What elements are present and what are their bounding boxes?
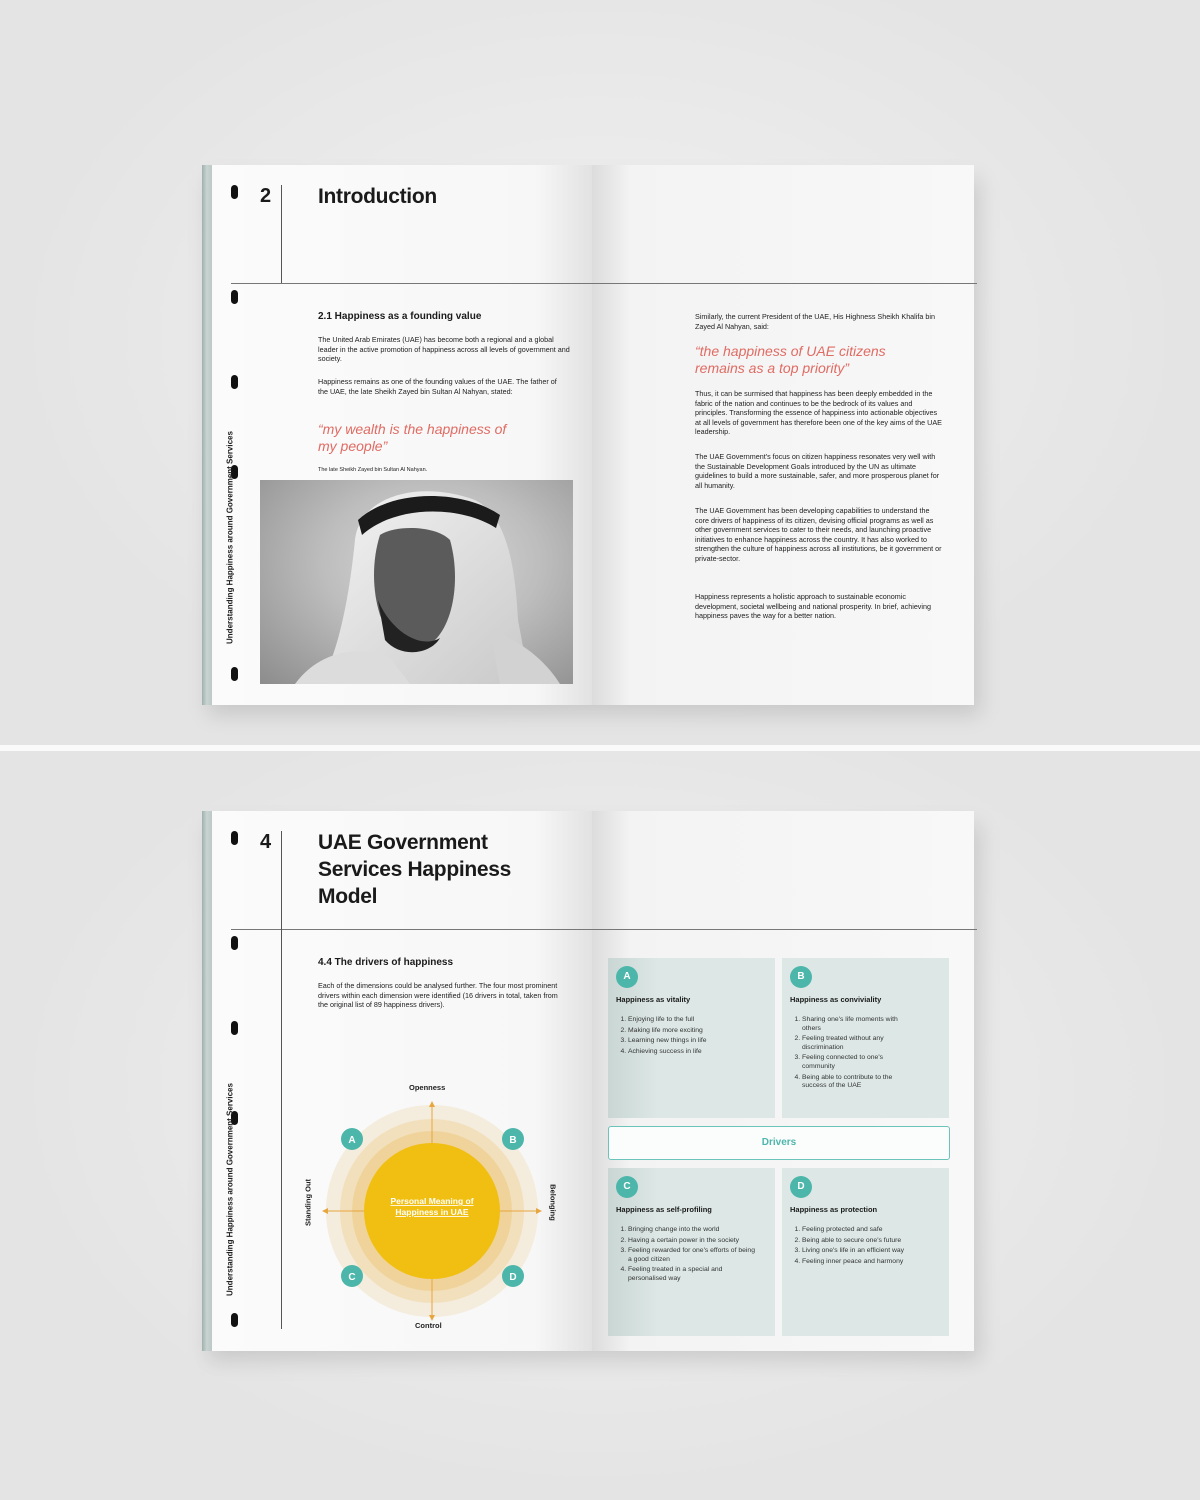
chapter-rule [281, 185, 282, 283]
center-label-line1: Personal Meaning of [390, 1196, 474, 1206]
body-paragraph: Happiness remains as one of the founding values of the UAE. The father of the UAE, the late Sheikh Zayed bin Sultan Al Nahyan, stated: [318, 377, 557, 396]
list-item: 1. Bringing change into the world [628, 1226, 758, 1235]
card-list [790, 1226, 952, 1268]
brochure-spread-introduction [202, 165, 974, 705]
list-item: 3. Feeling rewarded for one's efforts of being a good citizen [628, 1247, 758, 1264]
list-item: 3. Feeling connected to one's community [802, 1054, 917, 1071]
binding-hole [231, 667, 238, 681]
list-item: 4. Being able to contribute to the success of the UAE [802, 1074, 917, 1091]
list-item: 2. Making life more exciting [628, 1027, 707, 1036]
chapter-title: UAE Government Services Happiness Model [318, 831, 512, 908]
binding-hole [231, 290, 238, 304]
badge-label: A [348, 1135, 356, 1146]
center-label-line2: Happiness in UAE [395, 1207, 469, 1217]
binding-hole [231, 185, 238, 199]
body-paragraph-right: The UAE Government has been developing capabilities to understand the core drivers of happiness of its citizen, devising official programs as well as other government services to cater to their needs, and launching proactive initiatives to enhance happiness across the country. It has also worked to strengthen the culture of happiness across all institutions, be it government or private-sector. [695, 506, 942, 563]
axis-label-right: Belonging [548, 1184, 558, 1221]
section-title: 4.4 The drivers of happiness [318, 957, 454, 968]
binding-hole [231, 375, 238, 389]
card-title: Happiness as conviviality [790, 995, 882, 1004]
list-item: 1. Feeling protected and safe [802, 1226, 952, 1235]
driver-card-a [608, 958, 775, 1118]
body-paragraph-right: Thus, it can be surmised that happiness has been deeply embedded in the fabric of the nation and continues to be the bedrock of its values and principles. Transforming the essence of happiness into actionable objectives at all levels of government has therefore been one of the key aims of the UAE leadership. [695, 389, 942, 437]
body-paragraph: Each of the dimensions could be analysed further. The four most prominent drivers within each dimension were identified (16 drivers in total, taken from the original list of 89 happiness drivers). [318, 981, 558, 1010]
driver-card-c [608, 1168, 775, 1336]
badge-d: D [790, 1176, 812, 1198]
list-item: 4. Achieving success in life [628, 1048, 707, 1057]
photo-caption: The late Sheikh Zayed bin Sultan Al Nahyan. [318, 467, 428, 473]
driver-card-b [782, 958, 949, 1118]
chapter-number: 4 [260, 831, 272, 853]
card-list [616, 1016, 707, 1058]
axis-label-left: Standing Out [303, 1178, 313, 1227]
card-title: Happiness as self-profiling [616, 1205, 712, 1214]
badge-c: C [616, 1176, 638, 1198]
spine-label: Understanding Happiness around Government Services [225, 431, 235, 644]
header-rule [231, 283, 977, 284]
body-paragraph-right: Happiness represents a holistic approach to sustainable economic development, societal wellbeing and national prosperity. In brief, achieving happiness paves the way for a better nation. [695, 592, 931, 621]
list-item: 1. Enjoying life to the full [628, 1016, 707, 1025]
quote-zayed: “my wealth is the happiness of my people” [318, 421, 507, 454]
list-item: 1. Sharing one's life moments with others [802, 1016, 917, 1033]
badge-label: C [348, 1272, 356, 1283]
body-paragraph-right: The UAE Government's focus on citizen happiness resonates very well with the Sustainable Development Goals introduced by the UN as ultimate guidelines to build a more sustainable, safer, and more prosperous planet for all humanity. [695, 452, 940, 490]
card-list [790, 1016, 917, 1093]
card-title: Happiness as vitality [616, 995, 691, 1004]
portrait-photo [260, 480, 573, 684]
badge-label: D [509, 1272, 517, 1283]
header-rule [231, 929, 977, 930]
list-item: 2. Feeling treated without any discrimination [802, 1035, 917, 1052]
chapter-title: Introduction [318, 185, 437, 208]
list-item: 4. Feeling inner peace and harmony [802, 1258, 952, 1267]
list-item: 2. Being able to secure one's future [802, 1237, 952, 1246]
happiness-model-diagram [297, 1091, 567, 1341]
badge-b: B [790, 966, 812, 988]
axis-label-top: Openness [409, 1083, 446, 1092]
brochure-spread-happiness-model [202, 811, 974, 1351]
card-title: Happiness as protection [790, 1205, 878, 1214]
list-item: 3. Living one's life in an efficient way [802, 1247, 952, 1256]
spine-label: Understanding Happiness around Government Services [225, 1083, 235, 1296]
chapter-rule [281, 831, 282, 929]
list-item: 2. Having a certain power in the society [628, 1237, 758, 1246]
binding-hole [231, 1021, 238, 1035]
chapter-number: 2 [260, 185, 272, 207]
quote-khalifa: “the happiness of UAE citizens remains as a top priority” [695, 343, 886, 376]
driver-card-d [782, 1168, 949, 1336]
list-item: 4. Feeling treated in a special and personalised way [628, 1266, 758, 1283]
body-paragraph-right: Similarly, the current President of the UAE, His Highness Sheikh Khalifa bin Zayed Al Nahyan, said: [695, 312, 935, 331]
binding-hole [231, 936, 238, 950]
drivers-label-box: Drivers [608, 1126, 950, 1160]
badge-label: B [509, 1135, 517, 1146]
section-title: 2.1 Happiness as a founding value [318, 311, 482, 322]
axis-label-bottom: Control [415, 1321, 442, 1330]
card-list [616, 1226, 758, 1286]
binding-hole [231, 831, 238, 845]
body-paragraph: The United Arab Emirates (UAE) has become both a regional and a global leader in the active promotion of happiness across all levels of government and society. [318, 335, 570, 364]
list-item: 3. Learning new things in life [628, 1037, 707, 1046]
body-rule [281, 929, 282, 1329]
badge-a: A [616, 966, 638, 988]
